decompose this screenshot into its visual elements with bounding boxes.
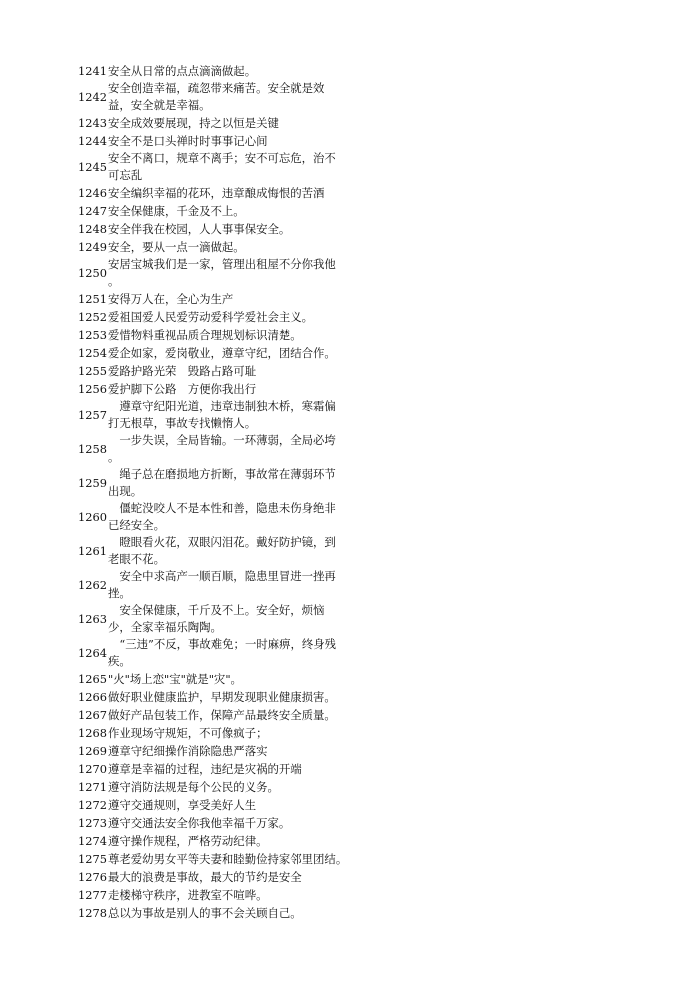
- item-text-line: 总以为事故是别人的事不会关顾自己。: [108, 906, 302, 920]
- item-text-line: 爱祖国爱人民爱劳动爱科学爱社会主义。: [108, 310, 314, 324]
- list-item: [78, 184, 368, 202]
- item-text-line: 安全成效要展现，持之以恒是关键: [108, 116, 279, 130]
- document-list: [78, 62, 368, 922]
- item-text-line: 瞪眼看火花，双眼闪泪花。戴好防护镜，到: [108, 535, 336, 549]
- item-text: [108, 688, 368, 706]
- list-item: [78, 344, 368, 362]
- list-item: [78, 326, 368, 344]
- item-text-line: 爱路护路光荣 毁路占路可耻: [108, 364, 257, 378]
- item-text: [108, 150, 368, 184]
- item-text: [108, 256, 368, 290]
- item-text-line: 老眼不花。: [108, 552, 165, 566]
- item-text-line: 遵守操作规程，严格劳动纪律。: [108, 834, 268, 848]
- item-text-line: 打无根草，事故专找懒惰人。: [108, 416, 257, 430]
- item-text: [108, 724, 368, 742]
- list-item: [78, 568, 368, 602]
- list-item: [78, 238, 368, 256]
- item-number: 1253: [78, 328, 107, 342]
- item-text: [108, 742, 368, 760]
- list-item: [78, 202, 368, 220]
- item-number: 1264: [78, 646, 107, 660]
- item-text: [108, 80, 368, 114]
- item-text: [108, 380, 368, 398]
- item-text: [108, 326, 368, 344]
- list-item: [78, 850, 368, 868]
- item-text-line: 。: [108, 274, 120, 288]
- item-text-line: "火"场上恋"宝"就是"灾"。: [108, 672, 242, 686]
- item-text-line: 安全保健康，千斤及不上。安全好，烦恼: [108, 603, 325, 617]
- item-number: 1261: [78, 544, 107, 558]
- list-item: [78, 814, 368, 832]
- item-number: 1273: [78, 816, 107, 830]
- list-item: [78, 362, 368, 380]
- list-item: [78, 636, 368, 670]
- item-number: 1242: [78, 90, 107, 104]
- item-text: [108, 868, 368, 886]
- item-text: [108, 500, 368, 534]
- list-item: [78, 114, 368, 132]
- list-item: [78, 380, 368, 398]
- item-text: [108, 114, 368, 132]
- list-item: [78, 256, 368, 290]
- item-text-line: 遵章是幸福的过程，违纪是灾祸的开端: [108, 762, 302, 776]
- item-text-line: 安居宝城我们是一家，管理出租屋不分你我他: [108, 257, 336, 271]
- item-text-line: “三违”不反，事故难免；一时麻痹，终身残: [108, 637, 337, 651]
- item-text: [108, 220, 368, 238]
- item-text-line: 做好职业健康监护，早期发现职业健康损害。: [108, 690, 336, 704]
- item-number: 1254: [78, 346, 107, 360]
- list-item: [78, 868, 368, 886]
- item-text-line: 遵守消防法规是每个公民的义务。: [108, 780, 279, 794]
- item-text-line: 做好产品包装工作，保障产品最终安全质量。: [108, 708, 336, 722]
- item-text-line: 出现。: [108, 484, 143, 498]
- item-number: 1271: [78, 780, 107, 794]
- item-number: 1241: [78, 64, 107, 78]
- list-item: [78, 290, 368, 308]
- item-text: [108, 362, 368, 380]
- item-number: 1263: [78, 612, 107, 626]
- item-number: 1259: [78, 476, 107, 490]
- item-text: [108, 796, 368, 814]
- list-item: [78, 688, 368, 706]
- item-text-line: 安全不离口，规章不离手；安不可忘危，治不: [108, 151, 336, 165]
- list-item: [78, 150, 368, 184]
- item-text: [108, 344, 368, 362]
- item-number: 1270: [78, 762, 107, 776]
- list-item: [78, 500, 368, 534]
- item-text-line: 安全伴我在校园，人人事事保安全。: [108, 222, 291, 236]
- list-item: [78, 80, 368, 114]
- list-item: [78, 904, 368, 922]
- item-text-line: 挫。: [108, 586, 131, 600]
- item-number: 1252: [78, 310, 107, 324]
- list-item: [78, 670, 368, 688]
- item-number: 1255: [78, 364, 107, 378]
- item-number: 1249: [78, 240, 107, 254]
- item-text-line: 安全中求高产一顺百顺，隐患里冒进一挫再: [108, 569, 336, 583]
- item-number: 1245: [78, 160, 107, 174]
- item-number: 1267: [78, 708, 107, 722]
- item-number: 1266: [78, 690, 107, 704]
- item-number: 1248: [78, 222, 107, 236]
- item-number: 1265: [78, 672, 107, 686]
- item-text: [108, 202, 368, 220]
- item-number: 1277: [78, 888, 107, 902]
- list-item: [78, 742, 368, 760]
- list-item: [78, 796, 368, 814]
- item-text-line: 可忘乱: [108, 168, 143, 182]
- item-text-line: 尊老爱幼男女平等夫妻和睦勤俭持家邻里团结。: [108, 852, 348, 866]
- item-text: [108, 636, 368, 670]
- item-number: 1246: [78, 186, 107, 200]
- item-number: 1251: [78, 292, 107, 306]
- list-item: [78, 132, 368, 150]
- item-text: [108, 814, 368, 832]
- item-text: [108, 534, 368, 568]
- item-text: [108, 398, 368, 432]
- item-text-line: 安全编织幸福的花环，违章酿成悔恨的苦酒: [108, 186, 325, 200]
- item-number: 1275: [78, 852, 107, 866]
- item-text-line: 一步失误，全局皆输。一环薄弱，全局必垮: [108, 433, 336, 447]
- item-text: [108, 602, 368, 636]
- item-text-line: 作业现场守规矩，不可像疯子；: [108, 726, 268, 740]
- item-text-line: 益，安全就是幸福。: [108, 98, 211, 112]
- item-text-line: 安全保健康，千金及不上。: [108, 204, 245, 218]
- item-number: 1243: [78, 116, 107, 130]
- item-number: 1244: [78, 134, 107, 148]
- list-item: [78, 62, 368, 80]
- item-text-line: 遵守交通规则，享受美好人生: [108, 798, 257, 812]
- item-text: [108, 132, 368, 150]
- item-text-line: 遵章守纪细操作消除隐患严落实: [108, 744, 268, 758]
- item-text: [108, 184, 368, 202]
- item-number: 1250: [78, 266, 107, 280]
- item-text: [108, 886, 368, 904]
- list-item: [78, 706, 368, 724]
- list-item: [78, 724, 368, 742]
- item-number: 1276: [78, 870, 107, 884]
- item-number: 1274: [78, 834, 107, 848]
- item-text: [108, 432, 368, 466]
- item-text-line: 安全从日常的点点滴滴做起。: [108, 64, 257, 78]
- list-item: [78, 760, 368, 778]
- list-item: [78, 398, 368, 432]
- item-text: [108, 850, 368, 868]
- item-text-line: 遵守交通法安全你我他幸福千万家。: [108, 816, 291, 830]
- item-text-line: 最大的浪费是事故，最大的节约是安全: [108, 870, 302, 884]
- item-number: 1257: [78, 408, 107, 422]
- item-text-line: 安得万人在，全心为生产: [108, 292, 234, 306]
- list-item: [78, 602, 368, 636]
- item-text: [108, 706, 368, 724]
- item-number: 1268: [78, 726, 107, 740]
- item-text: [108, 308, 368, 326]
- item-text: [108, 670, 368, 688]
- item-text: [108, 568, 368, 602]
- item-text-line: 少，全家幸福乐陶陶。: [108, 620, 222, 634]
- item-text: [108, 290, 368, 308]
- item-text: [108, 760, 368, 778]
- item-number: 1269: [78, 744, 107, 758]
- list-item: [78, 832, 368, 850]
- list-item: [78, 220, 368, 238]
- item-text-line: 疾。: [108, 654, 131, 668]
- item-text-line: 。: [108, 450, 120, 464]
- item-number: 1278: [78, 906, 107, 920]
- item-text: [108, 62, 368, 80]
- item-number: 1262: [78, 578, 107, 592]
- item-number: 1247: [78, 204, 107, 218]
- item-text-line: 安全，要从一点一滴做起。: [108, 240, 245, 254]
- list-item: [78, 778, 368, 796]
- item-text-line: 走楼梯守秩序，进教室不喧哗。: [108, 888, 268, 902]
- item-text: [108, 832, 368, 850]
- item-text-line: 安全创造幸福，疏忽带来痛苦。安全就是效: [108, 81, 325, 95]
- list-item: [78, 432, 368, 466]
- item-text-line: 绳子总在磨损地方折断，事故常在薄弱环节: [108, 467, 336, 481]
- item-number: 1272: [78, 798, 107, 812]
- item-text-line: 爱企如家，爱岗敬业，遵章守纪，团结合作。: [108, 346, 336, 360]
- item-text-line: 爱惜物料重视品质合理规划标识清楚。: [108, 328, 302, 342]
- item-text-line: 僵蛇没咬人不是本性和善，隐患未伤身绝非: [108, 501, 336, 515]
- item-text-line: 爱护脚下公路 方便你我出行: [108, 382, 257, 396]
- item-text: [108, 904, 368, 922]
- item-number: 1258: [78, 442, 107, 456]
- list-item: [78, 534, 368, 568]
- item-text-line: 已经安全。: [108, 518, 165, 532]
- item-text: [108, 238, 368, 256]
- item-number: 1256: [78, 382, 107, 396]
- list-item: [78, 308, 368, 326]
- item-text-line: 遵章守纪阳光道，违章违制独木桥，寒霜偏: [108, 399, 336, 413]
- item-text: [108, 778, 368, 796]
- list-item: [78, 886, 368, 904]
- item-text: [108, 466, 368, 500]
- item-number: 1260: [78, 510, 107, 524]
- item-text-line: 安全不是口头禅时时事事记心间: [108, 134, 268, 148]
- list-item: [78, 466, 368, 500]
